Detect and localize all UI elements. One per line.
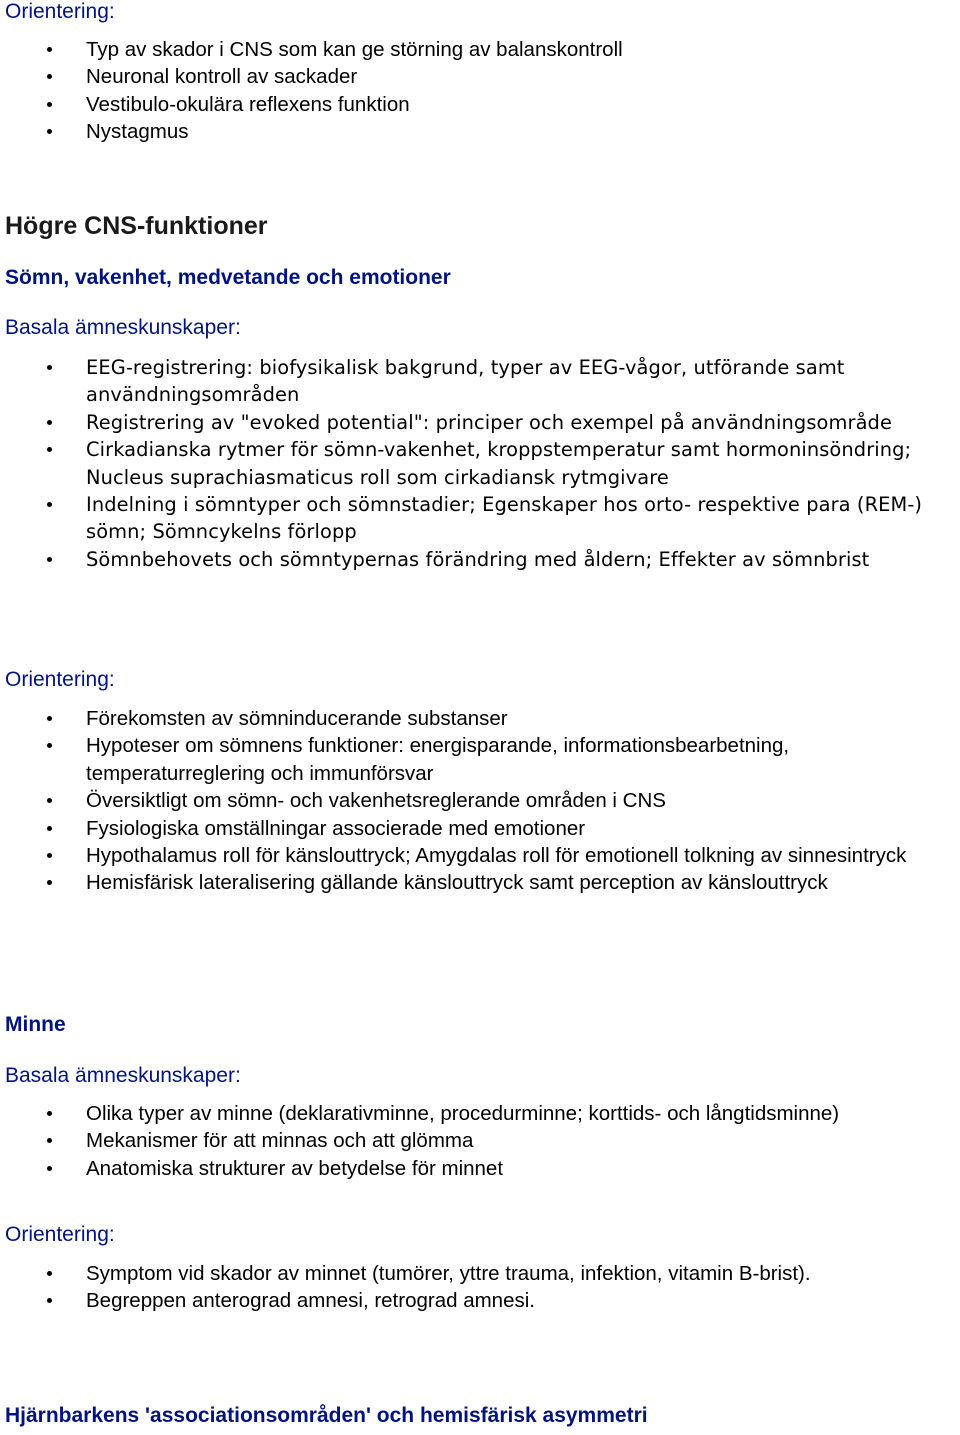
list-item [0,546,960,573]
section-title-hogre-cns: Högre CNS-funktioner [5,212,268,240]
list-item-text: Indelning i sömntyper och sömnstadier; Egenskaper hos orto- respektive para (REM-) sömn; Sömncykelns förlopp [86,493,923,544]
orientering-label-somn: Orientering: [5,668,115,691]
bullet-icon [47,1298,52,1303]
list-item [0,91,960,118]
bullet-icon [47,743,52,748]
list-item [0,705,960,732]
somn-orientering-list [0,705,960,897]
list-item [0,815,960,842]
list-item [0,1260,960,1287]
list-item-text: Anatomiska strukturer av betydelse för minnet [86,1156,504,1180]
list-item [0,354,960,409]
minne-basala-list [0,1100,960,1182]
list-item-text: Fysiologiska omställningar associerade med emotioner [86,816,586,840]
section-title-minne: Minne [5,1013,66,1036]
bullet-icon [47,880,52,885]
list-item [0,1287,960,1314]
list-item-text: Cirkadianska rytmer för sömn-vakenhet, kroppstemperatur samt hormoninsöndring; Nucleus suprachiasmaticus roll som cirkadiansk rytmgivare [86,438,912,489]
list-item-text: Olika typer av minne (deklarativminne, procedurminne; korttids- och långtidsminne) [86,1102,840,1125]
list-item [0,63,960,90]
list-item [0,1127,960,1154]
minne-orientering-list [0,1260,960,1315]
list-item-text: Hypothalamus roll för känslouttryck; Amygdalas roll för emotionell tolkning av sinnesintryck [86,844,907,868]
list-item-text: EEG-registrering: biofysikalisk bakgrund, typer av EEG-vågor, utförande samt användningsområden [86,356,845,407]
list-item [0,869,960,896]
bullet-icon [47,798,52,803]
basala-label-somn: Basala ämneskunskaper: [5,316,241,339]
list-item-text: Hypoteser om sömnens funktioner: energisparande, informationsbearbetning, temperaturreglering och immunförsvar [86,734,790,785]
list-item-text: Begreppen anterograd amnesi, retrograd amnesi. [86,1289,535,1313]
bullet-icon [47,129,52,134]
list-item-text: Översiktligt om sömn- och vakenhetsreglerande områden i CNS [86,789,666,813]
bullet-icon [47,502,52,507]
bullet-icon [47,826,52,831]
bullet-icon [47,853,52,858]
list-item [0,1155,960,1182]
list-item-text: Mekanismer för att minnas och att glömma [86,1129,474,1153]
list-item-text: Vestibulo-okulära reflexens funktion [86,92,410,116]
basala-label-minne: Basala ämneskunskaper: [5,1064,241,1087]
bullet-icon [47,1111,52,1116]
list-item-text: Hemisfärisk lateralisering gällande känslouttryck samt perception av känslouttryck [86,871,828,895]
bullet-icon [47,365,52,370]
bullet-icon [47,74,52,79]
list-item [0,491,960,546]
list-item-text: Typ av skador i CNS som kan ge störning av balanskontroll [86,38,623,61]
subsection-title-somn: Sömn, vakenhet, medvetande och emotioner [5,266,451,289]
bullet-icon [47,1138,52,1143]
list-item-text: Sömnbehovets och sömntypernas förändring med åldern; Effekter av sömnbrist [86,547,870,571]
list-item [0,36,960,63]
bullet-icon [47,1271,52,1276]
bullet-icon [47,447,52,452]
list-item [0,1100,960,1127]
bullet-icon [47,1166,52,1171]
bullet-icon [47,420,52,425]
orientering-label-top: Orientering: [5,0,115,23]
bullet-icon [47,557,52,562]
top-orientering-list [0,36,960,146]
list-item-text: Symptom vid skador av minnet (tumörer, yttre trauma, infektion, vitamin B-brist). [86,1262,811,1285]
list-item [0,787,960,814]
somn-basala-list [0,354,960,573]
list-item [0,118,960,145]
list-item [0,732,960,787]
list-item [0,436,960,491]
section-title-hjarnbarkens: Hjärnbarkens 'associationsområden' och hemisfärisk asymmetri [5,1404,648,1427]
list-item [0,409,960,436]
list-item [0,842,960,869]
bullet-icon [47,47,52,52]
list-item-text: Neuronal kontroll av sackader [86,65,358,89]
bullet-icon [47,102,52,107]
list-item-text: Registrering av "evoked potential": principer och exempel på användningsområde [86,410,892,434]
list-item-text: Förekomsten av sömninducerande substanser [86,707,508,730]
orientering-label-minne: Orientering: [5,1223,115,1246]
list-item-text: Nystagmus [86,120,189,144]
bullet-icon [47,716,52,721]
